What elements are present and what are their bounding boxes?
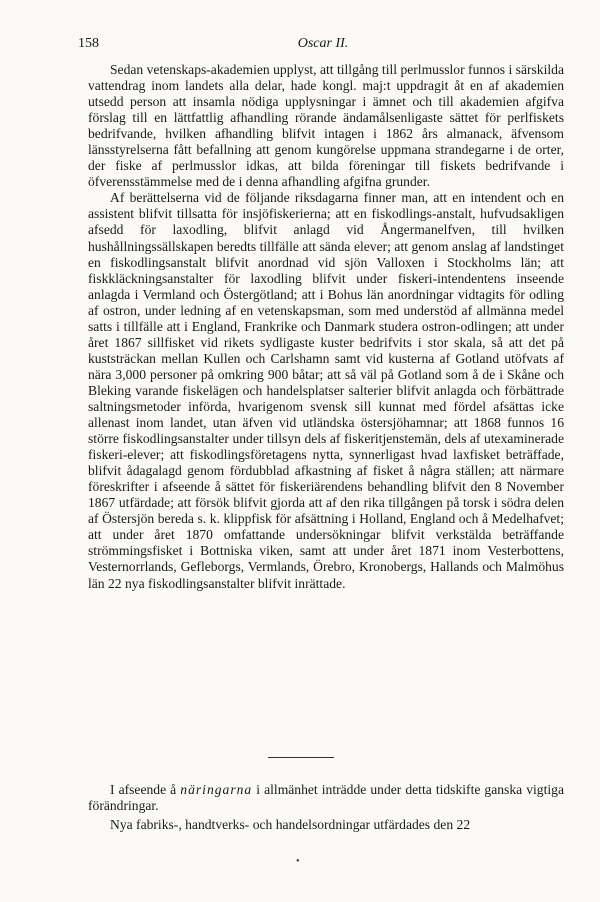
emphasized-word: näringarna (180, 782, 253, 797)
section-divider (268, 757, 334, 758)
page-number: 158 (78, 36, 99, 51)
text-segment: i allmänhet inträdde under detta tidskifte ganska vigtiga förändringar. (88, 782, 564, 814)
text-segment: I afseende å (110, 782, 181, 797)
main-text (88, 62, 564, 592)
page-header (78, 36, 568, 56)
paragraph-fisheries-reports: Af berättelserna vid de följande riksdagarna finner man, att en intendent och en assistent blifvit tillsatta för insjöfiskerierna; att en fiskodlings-anstalt, hufvudsakligen afsedd för laxodling, blifvit anlagd vid Ångermanelfven, till hvilken hushållningssällskapen beredts tillfälle att sända elever; att genom anslag af landstinget en fiskodlingsanstalt blifvit anordnad vid sjön Valloxen i Stockholms län; att fiskkläckningsanstalter för laxodling blifvit under fiskeri-intendentens inseende anlagda i Vermland och Östergötland; att i Bohus län anordningar vidtagits för odling af ostron, under ledning af en vetenskapsman, som med understöd af allmänna medel satts i tillfälle att i England, Frankrike och Danmark studera ostron-odlingen; att under året 1867 sillfisket vid rikets sydligaste kuster bedrifvits i stor skala, så att det på kuststräckan mellan Kullen och Carlshamn samt vid kusterna af Gotland utöfvats af nära 3,000 personer på omkring 900 båtar; att så väl på Gotland som å de i Skåne och Bleking varande fiskelägen och handelsplatser salterier blifvit anlagda och förbättrade saltningsmetoder införda, hvarigenom svensk sill kunnat med fördel afsättas icke allenast inom landet, utan äfven vid utländska östersjöhamnar; att 1868 funnos 16 större fiskodlingsanstalter under tillsyn dels af fiskeritjenstemän, dels af utexaminerade fiskeri-elever; att fiskodlingsföretagens nytta, synnerligast hvad laxfisket beträffade, blifvit ådagalagd genom fördubblad afkastning af fisket å några ställen; att närmare föreskrifter i afseende å sättet för fiskeriärendens behandling blifvit den 8 November 1867 utfärdade; att försök blifvit gjorda att af den rika tillgången på torsk i södra delen af Östersjön bereda s. k. klippfisk för afsättning i Holland, England och å Medelhafvet; att under året 1870 omfattande undersökningar blifvit verkstälda beträffande strömmingsfisket i Bottniska viken, samt att under året 1871 inom Vesterbottens, Vesternorrlands, Gefleborgs, Vermlands, Örebro, Kronobergs, Hallands och Malmöhus län 22 nya fiskodlingsanstalter blifvit inrättade. (88, 190, 564, 591)
paragraph-pearl-fishing: Sedan vetenskaps-akademien upplyst, att tillgång till perlmusslor funnos i särskilda vattendrag inom landets alla delar, hade kongl. maj:t uppdragit åt en af akademien utsedd person att insamla nödiga upplysningar i ämnet och till akademien afgifva förslag till en lättfattlig afhandling rörande ändamålsenligaste sättet för perlfiskets bedrifvande, hvilken afhandling blifvit intagen i 1862 års almanack, äfvensom länsstyrelserna fått befallning att genom kungörelse uppmana strandegarne i de orter, der fiske af perlmusslor idkas, att bilda föreningar till fiskets bedrifvande i öfverensstämmelse med de i denna afhandling afgifna grunder. (88, 62, 564, 190)
section-trades (88, 782, 564, 835)
page-mark-dot: ● (296, 858, 300, 864)
paragraph-trade-ordinances: Nya fabriks-, handtverks- och handelsordningar utfärdades den 22 (110, 816, 471, 832)
running-title: Oscar II. (297, 36, 349, 51)
paragraph-trades-intro (88, 782, 564, 815)
